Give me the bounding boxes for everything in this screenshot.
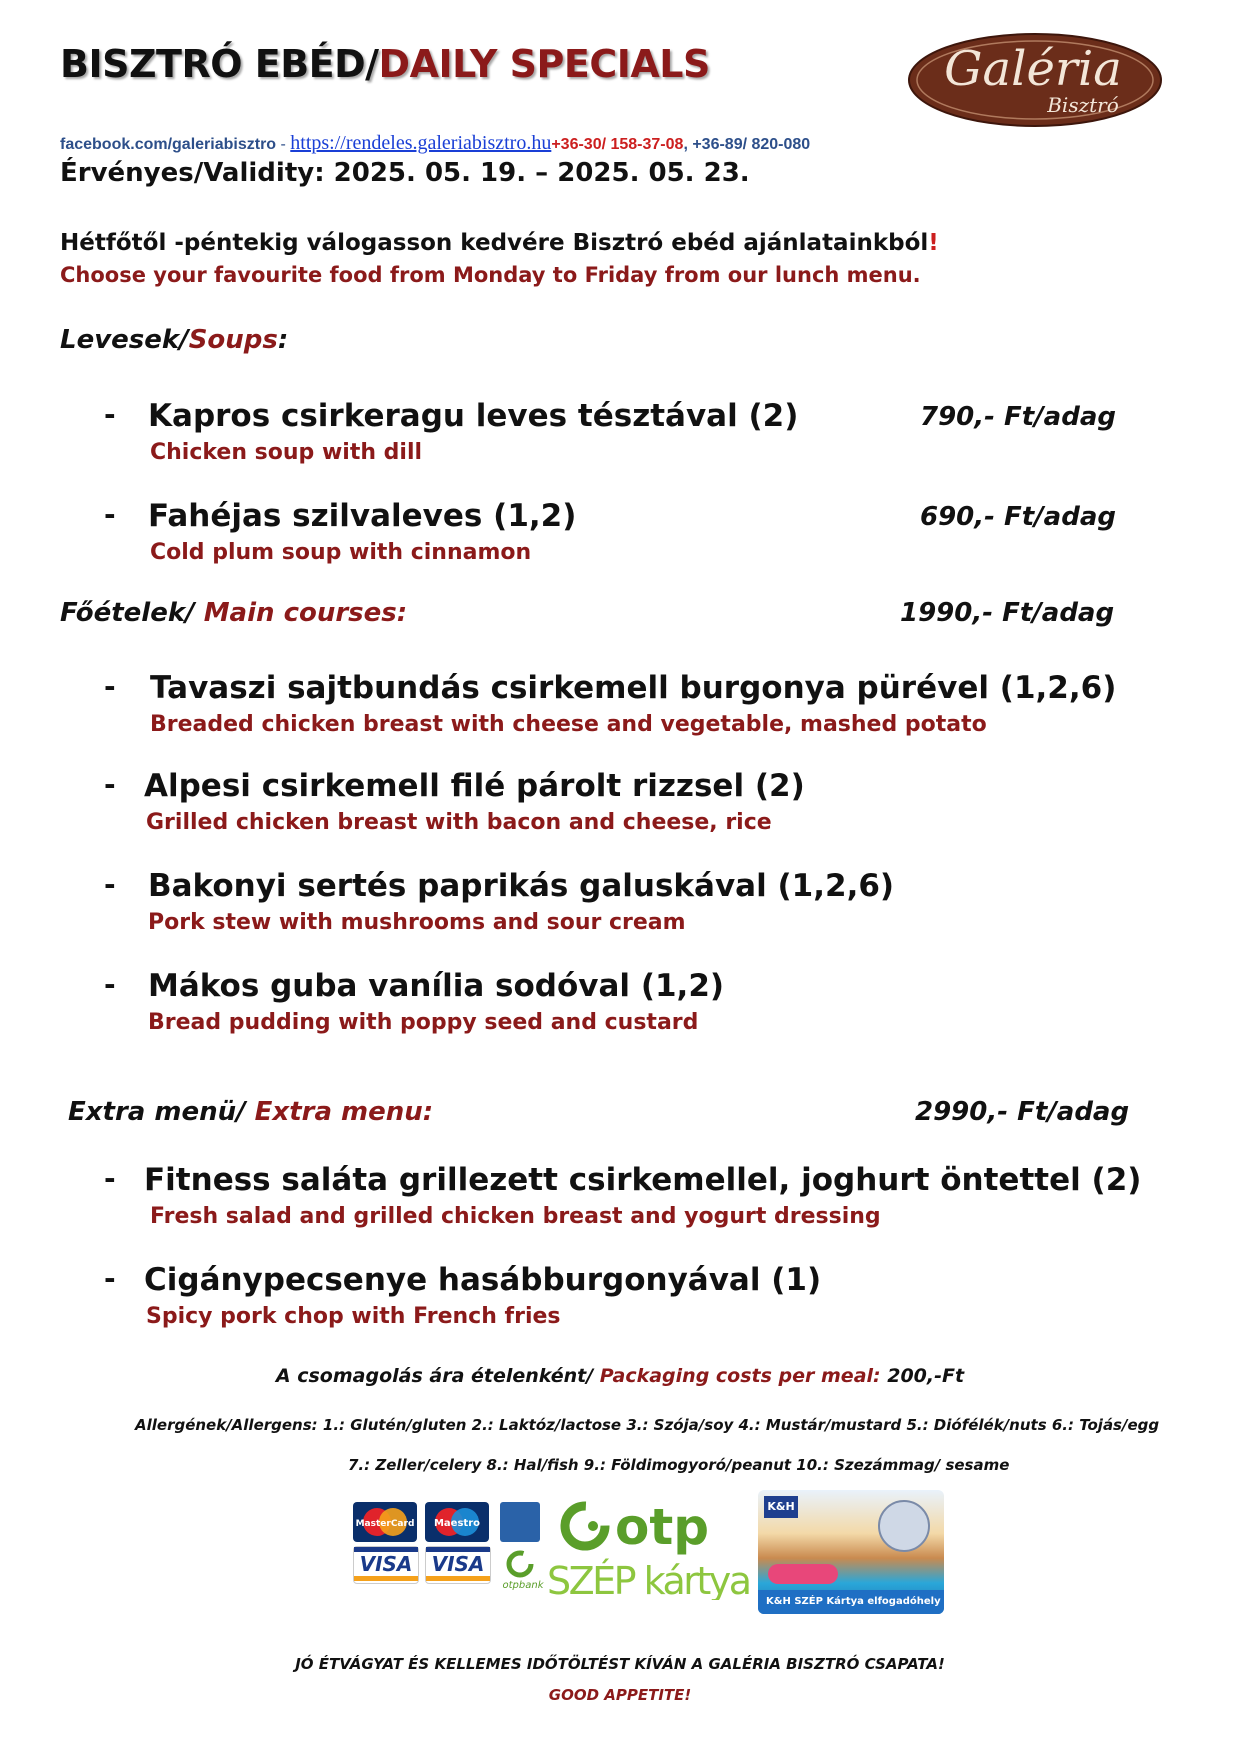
packaging-note (0, 1365, 1240, 1387)
svg-text:otp: otp (615, 1498, 710, 1556)
list-dash: - (104, 1262, 116, 1295)
extra-heading-hu: Extra menü/ (68, 1097, 255, 1127)
list-dash: - (104, 670, 116, 703)
kh-szep-card (758, 1490, 944, 1614)
intro-hu (60, 230, 939, 256)
svg-text:MasterCard: MasterCard (355, 1519, 415, 1529)
svg-text:Maestro: Maestro (433, 1518, 481, 1529)
list-dash: - (104, 398, 116, 431)
title-en: DAILY SPECIALS (378, 42, 710, 86)
otpbank-small-logo (500, 1548, 546, 1592)
soup-name-en: Cold plum soup with cinnamon (150, 540, 532, 565)
allergens-line-1: Allergének/Allergens: 1.: Glutén/gluten 2.: Laktóz/lactose 3.: Szója/soy 4.: Mustár/mustard 5.: Diófélék/nuts 6.: Tojás/egg (135, 1416, 1160, 1434)
list-dash: - (104, 498, 116, 531)
svg-text:SZÉP kártya: SZÉP kártya (547, 1559, 752, 1600)
mains-price: 1990,- Ft/adag (900, 598, 1115, 628)
main-name: Mákos guba vanília sodóval (1,2) (148, 968, 725, 1004)
extra-heading (68, 1097, 433, 1127)
intro-hu-text: Hétfőtől -péntekig válogasson kedvére Bisztró ebéd ajánlatainkból (60, 230, 929, 256)
mains-heading (60, 598, 407, 628)
soup-name-en: Chicken soup with dill (150, 440, 423, 465)
intro-en: Choose your favourite food from Monday to Friday from our lunch menu. (60, 263, 921, 287)
list-dash: - (104, 968, 116, 1001)
packaging-hu: A csomagolás ára ételenként/ (275, 1365, 600, 1387)
visa-logo-2: VISA (425, 1546, 491, 1584)
phone-separator: , (683, 136, 693, 153)
soup-price: 790,- Ft/adag (920, 402, 1116, 432)
extra-name: Cigánypecsenye hasábburgonyával (1) (144, 1262, 822, 1298)
soups-heading (60, 325, 288, 355)
intro-hu-bang: ! (928, 230, 939, 256)
main-name-en: Grilled chicken breast with bacon and cheese, rice (146, 810, 772, 835)
main-name-en: Breaded chicken breast with cheese and vegetable, mashed potato (150, 712, 987, 737)
extra-name-en: Fresh salad and grilled chicken breast and yogurt dressing (150, 1204, 881, 1229)
logo-sub-text: Bisztró (1047, 93, 1119, 117)
contact-separator: - (276, 136, 291, 153)
extra-heading-en: Extra menu: (254, 1097, 434, 1127)
main-name: Tavaszi sajtbundás csirkemell burgonya pürével (1,2,6) (150, 670, 1117, 706)
list-dash: - (104, 768, 116, 801)
maestro-logo (425, 1502, 489, 1542)
main-name: Alpesi csirkemell filé párolt rizzsel (2) (144, 768, 805, 804)
list-dash: - (104, 868, 116, 901)
soup-price: 690,- Ft/adag (920, 502, 1116, 532)
amex-logo (500, 1502, 540, 1542)
soup-name: Fahéjas szilvaleves (1,2) (148, 498, 577, 534)
mains-heading-en: Main courses: (203, 598, 408, 628)
validity-dates: Érvényes/Validity: 2025. 05. 19. – 2025. 05. 23. (60, 158, 750, 188)
soups-heading-hu: Levesek/ (60, 325, 189, 355)
main-name-en: Pork stew with mushrooms and sour cream (148, 910, 686, 935)
mastercard-logo (353, 1502, 417, 1542)
list-dash: - (104, 1162, 116, 1195)
otp-szep-kartya-logo (545, 1490, 755, 1600)
portrait-icon (878, 1500, 930, 1552)
packaging-en: Packaging costs per meal: (599, 1365, 881, 1387)
extra-name: Fitness saláta grillezett csirkemellel, joghurt öntettel (2) (144, 1162, 1142, 1198)
soups-heading-en: Soups (188, 325, 278, 355)
logo-main-text: Galéria (944, 41, 1122, 97)
kh-caption: K&H SZÉP Kártya elfogadóhely (758, 1590, 944, 1614)
main-name: Bakonyi sertés paprikás galuskával (1,2,6) (148, 868, 895, 904)
phone-landline: +36-89/ 820-080 (692, 136, 811, 153)
footer-en: GOOD APPETITE! (548, 1686, 692, 1704)
flowers-icon (768, 1564, 838, 1584)
allergens-line-2: 7.: Zeller/celery 8.: Hal/fish 9.: Földimogyoró/peanut 10.: Szezámmag/ sesame (348, 1456, 1010, 1474)
facebook-link[interactable]: facebook.com/galeriabisztro (60, 136, 277, 153)
page-title (60, 42, 710, 86)
extra-name-en: Spicy pork chop with French fries (146, 1304, 561, 1329)
phone-mobile: +36-30/ 158-37-08 (551, 136, 684, 153)
title-hu: BISZTRÓ EBÉD/ (60, 42, 379, 86)
contact-line (60, 132, 810, 155)
extra-price: 2990,- Ft/adag (915, 1097, 1130, 1127)
main-name-en: Bread pudding with poppy seed and custard (148, 1010, 699, 1035)
footer-hu: JÓ ÉTVÁGYAT ÉS KELLEMES IDŐTÖLTÉST KÍVÁN A GALÉRIA BISZTRÓ CSAPATA! (295, 1655, 945, 1673)
website-link[interactable]: https://rendeles.galeriabisztro.hu (290, 132, 552, 154)
kh-logo: K&H (764, 1496, 798, 1518)
mains-heading-hu: Főételek/ (60, 598, 204, 628)
visa-logo-1: VISA (353, 1546, 419, 1584)
soup-name: Kapros csirkeragu leves tésztával (2) (148, 398, 799, 434)
svg-text:otpbank: otpbank (502, 1580, 544, 1591)
packaging-price: 200,-Ft (880, 1365, 965, 1387)
soups-heading-colon: : (277, 325, 289, 355)
galeria-bisztro-logo (905, 30, 1165, 130)
